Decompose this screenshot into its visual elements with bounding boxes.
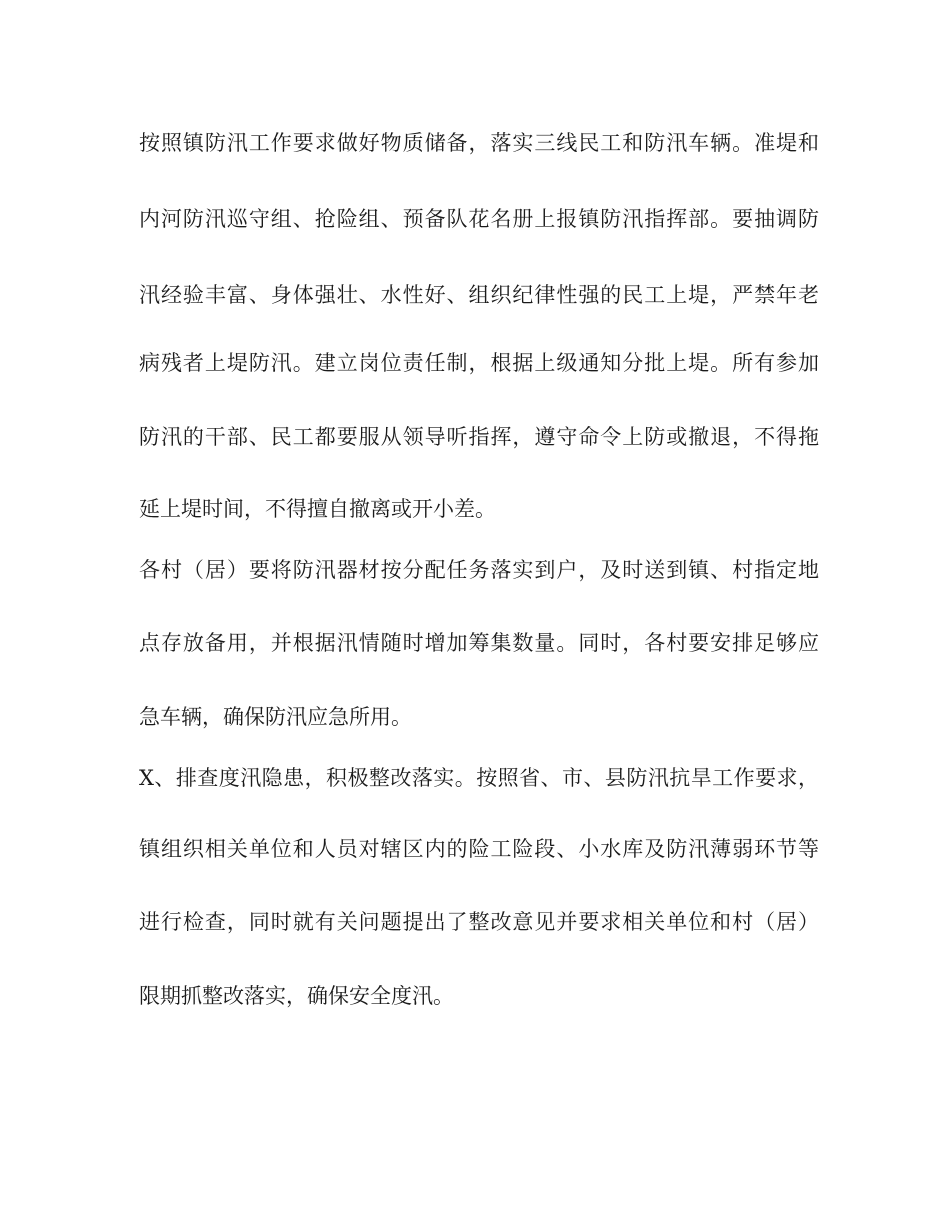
text-line: 限期抓整改落实，确保安全度汛。 <box>139 984 454 1008</box>
text-line: 防汛的干部、民工都要服从领导听指挥，遵守命令上防或撤退，不得拖 <box>139 425 819 449</box>
text-line: 点存放备用，并根据汛情随时增加筹集数量。同时，各村要安排足够应 <box>139 631 819 655</box>
text-line: 进行检查，同时就有关问题提出了整改意见并要求相关单位和村（居） <box>139 910 819 934</box>
text-line: 病残者上堤防汛。建立岗位责任制，根据上级通知分批上堤。所有参加 <box>139 351 819 375</box>
text-line: X、排查度汛隐患，积极整改落实。按照省、市、县防汛抗旱工作要求， <box>139 766 819 790</box>
text-line: 按照镇防汛工作要求做好物质储备，落实三线民工和防汛车辆。准堤和 <box>139 131 819 155</box>
text-line: 镇组织相关单位和人员对辖区内的险工险段、小水库及防汛薄弱环节等 <box>139 837 819 861</box>
text-line: 内河防汛巡守组、抢险组、预备队花名册上报镇防汛指挥部。要抽调防 <box>139 207 819 231</box>
text-line: 延上堤时间，不得擅自撤离或开小差。 <box>139 497 496 521</box>
text-line: 各村（居）要将防汛器材按分配任务落实到户，及时送到镇、村指定地 <box>139 558 819 582</box>
text-line: 汛经验丰富、身体强壮、水性好、组织纪律性强的民工上堤，严禁年老 <box>139 283 819 307</box>
text-line: 急车辆，确保防汛应急所用。 <box>139 705 412 729</box>
